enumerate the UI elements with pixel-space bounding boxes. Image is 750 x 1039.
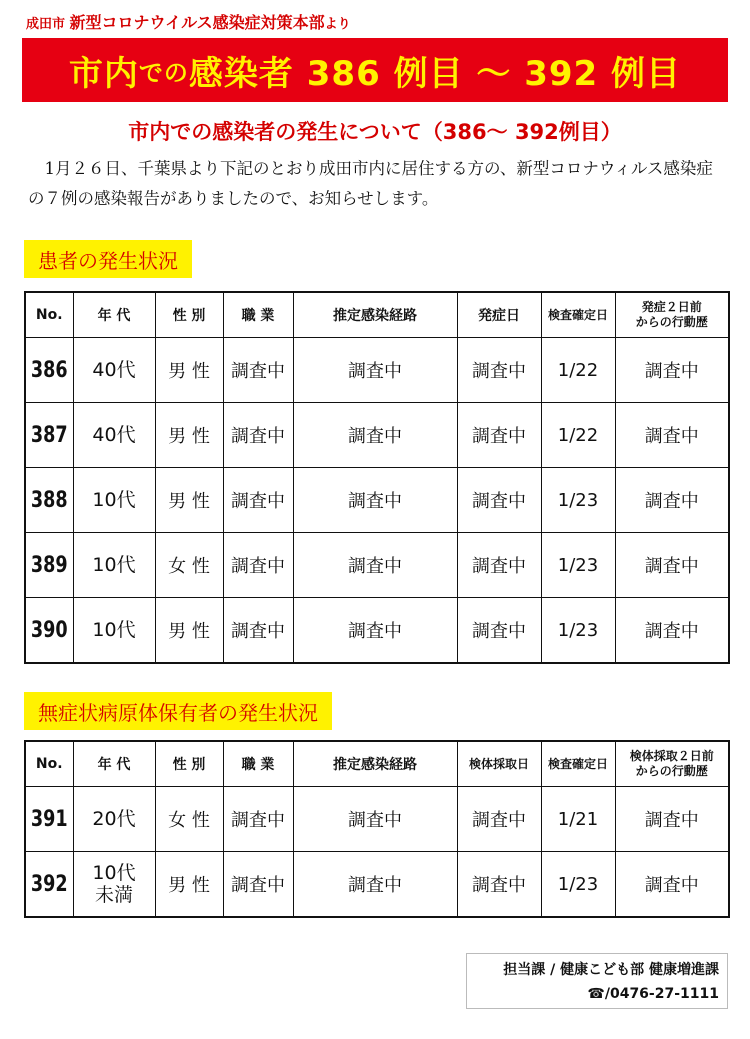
table-cell: 調査中 xyxy=(223,468,293,533)
contact-phone: ☎/0476-27-1111 xyxy=(587,986,719,1002)
table-cell: 男 性 xyxy=(155,598,223,664)
issuer-from: より xyxy=(324,17,351,32)
table-cell: 男 性 xyxy=(155,852,223,918)
column-header: No. xyxy=(25,292,73,338)
table-cell: 1/23 xyxy=(541,533,615,598)
column-header: 性 別 xyxy=(155,741,223,787)
table-cell: 調査中 xyxy=(293,787,457,852)
table-row xyxy=(25,403,729,468)
column-header: 職 業 xyxy=(223,741,293,787)
table-cell: 調査中 xyxy=(457,852,541,918)
column-header: 検査確定日 xyxy=(541,741,615,787)
table-cell: 女 性 xyxy=(155,533,223,598)
table-row xyxy=(25,852,729,918)
contact-box xyxy=(466,953,728,1009)
table-cell: 調査中 xyxy=(293,403,457,468)
table-cell: 1/22 xyxy=(541,403,615,468)
case-number-cell: 391 xyxy=(30,787,68,852)
table-cell: 1/21 xyxy=(541,787,615,852)
table-cell: 調査中 xyxy=(615,468,729,533)
contact-department: 担当課 / 健康こども部 健康増進課 xyxy=(503,962,719,978)
title-banner xyxy=(22,38,728,102)
column-header: 検体採取２日前 からの行動歴 xyxy=(615,741,729,787)
table-cell: 調査中 xyxy=(615,598,729,664)
table-cell: 調査中 xyxy=(457,533,541,598)
table-cell: 調査中 xyxy=(293,468,457,533)
case-number-cell: 389 xyxy=(30,533,68,598)
table-cell: 調査中 xyxy=(615,403,729,468)
table-cell: 10代 xyxy=(73,598,155,664)
intro-paragraph: 1月２６日、千葉県より下記のとおり成田市内に居住する方の、新型コロナウィルス感染症の７例の感染報告がありましたので、お知らせします。 xyxy=(28,159,713,208)
table-cell: 40代 xyxy=(73,403,155,468)
table-row xyxy=(25,338,729,403)
table-cell: 男 性 xyxy=(155,403,223,468)
issuer-office: 新型コロナウイルス感染症対策本部 xyxy=(69,13,325,32)
table-cell: 男 性 xyxy=(155,338,223,403)
table-row xyxy=(25,787,729,852)
column-header: 推定感染経路 xyxy=(293,741,457,787)
table-cell: 調査中 xyxy=(223,338,293,403)
table-cell: 1/23 xyxy=(541,598,615,664)
table-cell: 1/23 xyxy=(541,468,615,533)
page-subtitle: 市内での感染者の発生について（386～ 392例目） xyxy=(128,120,622,144)
table-cell: 20代 xyxy=(73,787,155,852)
table-cell: 1/23 xyxy=(541,852,615,918)
column-header: 年 代 xyxy=(73,292,155,338)
table-cell: 調査中 xyxy=(223,787,293,852)
table-row xyxy=(25,598,729,664)
table-cell: 調査中 xyxy=(223,403,293,468)
column-header: 職 業 xyxy=(223,292,293,338)
table-cell: 10代 未満 xyxy=(73,852,155,918)
table-cell: 調査中 xyxy=(457,598,541,664)
table-cell: 調査中 xyxy=(293,533,457,598)
case-number-cell: 387 xyxy=(30,403,68,468)
banner-part2: での xyxy=(138,58,189,87)
column-header: 発症２日前 からの行動歴 xyxy=(615,292,729,338)
table-cell: 調査中 xyxy=(293,338,457,403)
column-header: 検体採取日 xyxy=(457,741,541,787)
column-header: No. xyxy=(25,741,73,787)
table-cell: 調査中 xyxy=(457,787,541,852)
table-cell: 男 性 xyxy=(155,468,223,533)
table-header-row xyxy=(25,292,729,338)
table-cell: 調査中 xyxy=(615,533,729,598)
column-header: 発症日 xyxy=(457,292,541,338)
table-cell: 調査中 xyxy=(293,598,457,664)
table-cell: 調査中 xyxy=(615,338,729,403)
table-cell: 10代 xyxy=(73,468,155,533)
table-cell: 調査中 xyxy=(223,852,293,918)
column-header: 年 代 xyxy=(73,741,155,787)
table-cell: 1/22 xyxy=(541,338,615,403)
table-row xyxy=(25,533,729,598)
case-number-cell: 390 xyxy=(30,598,68,664)
table-cell: 調査中 xyxy=(457,403,541,468)
table-cell: 調査中 xyxy=(615,852,729,918)
table-cell: 40代 xyxy=(73,338,155,403)
column-header: 検査確定日 xyxy=(541,292,615,338)
banner-part1: 市内 xyxy=(68,53,139,94)
case-number-cell: 392 xyxy=(30,852,68,918)
table-cell: 調査中 xyxy=(293,852,457,918)
banner-part3: 感染者 386 例目 ～ 392 例目 xyxy=(188,53,682,94)
table-cell: 女 性 xyxy=(155,787,223,852)
case-number-cell: 388 xyxy=(30,468,68,533)
section-asymptomatic-title: 無症状病原体保有者の発生状況 xyxy=(24,692,332,730)
table-row xyxy=(25,468,729,533)
patients-table xyxy=(24,291,730,664)
issuer-line xyxy=(26,10,351,33)
table-cell: 調査中 xyxy=(457,338,541,403)
table-header-row xyxy=(25,741,729,787)
case-number-cell: 386 xyxy=(30,338,68,403)
asymptomatic-table xyxy=(24,740,730,918)
table-cell: 調査中 xyxy=(223,533,293,598)
table-cell: 調査中 xyxy=(223,598,293,664)
column-header: 性 別 xyxy=(155,292,223,338)
table-cell: 調査中 xyxy=(457,468,541,533)
table-cell: 調査中 xyxy=(615,787,729,852)
issuer-city: 成田市 xyxy=(26,17,66,32)
section-patients-title: 患者の発生状況 xyxy=(24,240,192,278)
table-cell: 10代 xyxy=(73,533,155,598)
column-header: 推定感染経路 xyxy=(293,292,457,338)
